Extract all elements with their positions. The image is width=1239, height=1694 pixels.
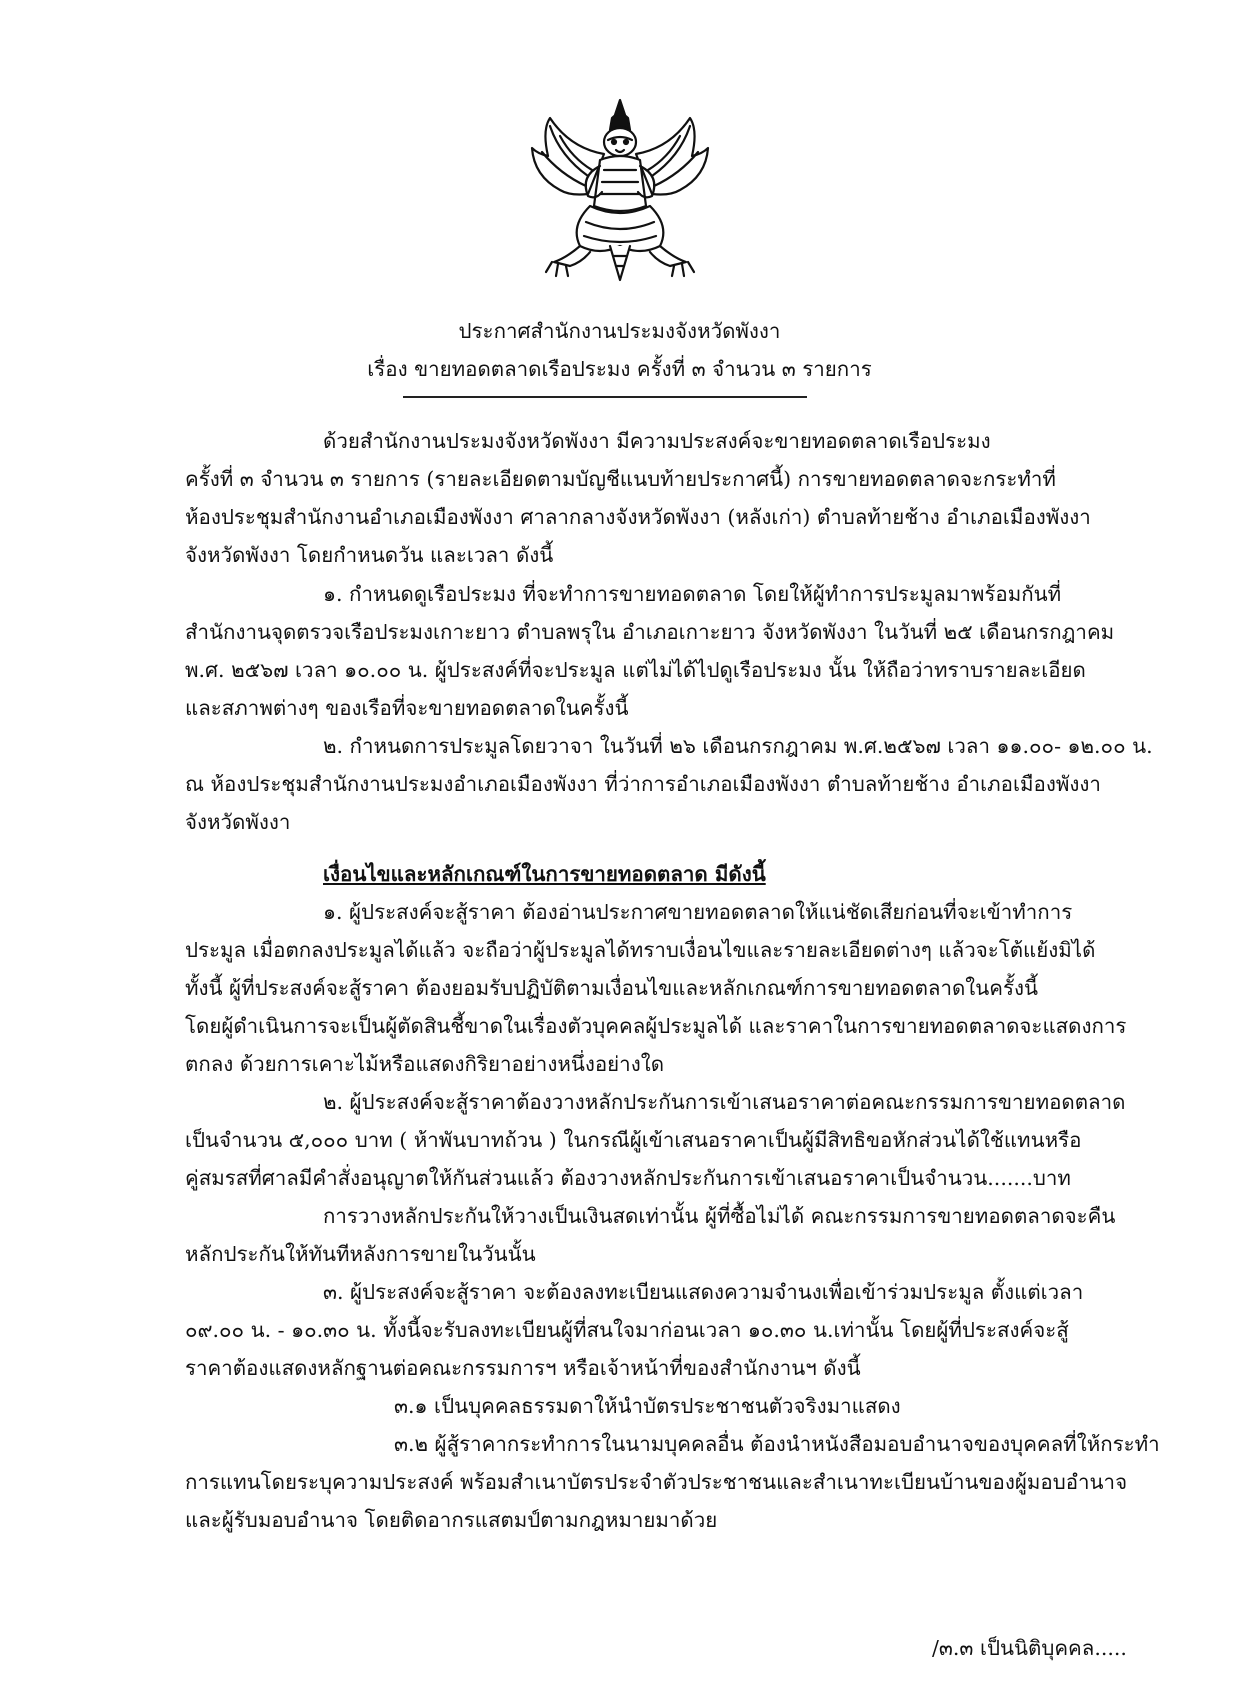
- condition2b-line: หลักประกันให้ทันทีหลังการขายในวันนั้น: [185, 1242, 536, 1266]
- garuda-emblem-icon: [530, 96, 710, 284]
- item2-line: ณ ห้องประชุมสำนักงานประมงอำเภอเมืองพังงา ที่ว่าการอำเภอเมืองพังงา ตำบลท้ายช้าง อำเภอเมืองพังงา: [185, 772, 1101, 796]
- intro-line: จังหวัดพังงา โดยกำหนดวัน และเวลา ดังนี้: [185, 543, 554, 567]
- condition3-2-line: และผู้รับมอบอำนาจ โดยติดอากรแสตมป์ตามกฎหมายมาด้วย: [185, 1508, 718, 1532]
- condition3-line: ราคาต้องแสดงหลักฐานต่อคณะกรรมการฯ หรือเจ้าหน้าที่ของสำนักงานฯ ดังนี้: [185, 1356, 861, 1380]
- condition3-line: ๐๙.๐๐ น. - ๑๐.๓๐ น. ทั้งนี้จะรับลงทะเบียนผู้ที่สนใจมาก่อนเวลา ๑๐.๓๐ น.เท่านั้น โดยผู้ที่ประสงค์จะสู้: [185, 1318, 1069, 1342]
- item1-line: และสภาพต่างๆ ของเรือที่จะขายทอดตลาดในครั้งนี้: [185, 696, 629, 720]
- page-continuation-note: /๓.๓ เป็นนิติบุคคล.....: [932, 1636, 1127, 1660]
- condition3-2-line: ๓.๒ ผู้สู้ราคากระทำการในนามบุคคลอื่น ต้องนำหนังสือมอบอำนาจของบุคคลที่ให้กระทำ: [394, 1432, 1160, 1456]
- item1-line: พ.ศ. ๒๕๖๗ เวลา ๑๐.๐๐ น. ผู้ประสงค์ที่จะประมูล แต่ไม่ได้ไปดูเรือประมง นั้น ให้ถือว่าทราบรายละเอียด: [185, 658, 1086, 682]
- intro-line: ครั้งที่ ๓ จำนวน ๓ รายการ (รายละเอียดตามบัญชีแนบท้ายประกาศนี้) การขายทอดตลาดจะกระทำที่: [185, 467, 1056, 491]
- condition3-2-line: การแทนโดยระบุความประสงค์ พร้อมสำเนาบัตรประจำตัวประชาชนและสำเนาทะเบียนบ้านของผู้มอบอำนาจ: [185, 1470, 1128, 1494]
- condition3-line: ๓. ผู้ประสงค์จะสู้ราคา จะต้องลงทะเบียนแสดงความจำนงเพื่อเข้าร่วมประมูล ตั้งแต่เวลา: [323, 1280, 1084, 1304]
- condition2-line: ๒. ผู้ประสงค์จะสู้ราคาต้องวางหลักประกันการเข้าเสนอราคาต่อคณะกรรมการขายทอดตลาด: [323, 1090, 1126, 1114]
- condition1-line: ๑. ผู้ประสงค์จะสู้ราคา ต้องอ่านประกาศขายทอดตลาดให้แน่ชัดเสียก่อนที่จะเข้าทำการ: [323, 900, 1073, 924]
- condition2b-line: การวางหลักประกันให้วางเป็นเงินสดเท่านั้น ผู้ที่ซื้อไม่ได้ คณะกรรมการขายทอดตลาดจะคืน: [323, 1204, 1116, 1228]
- item1-line: ๑. กำหนดดูเรือประมง ที่จะทำการขายทอดตลาด โดยให้ผู้ทำการประมูลมาพร้อมกันที่: [323, 582, 1062, 606]
- condition1-line: ทั้งนี้ ผู้ที่ประสงค์จะสู้ราคา ต้องยอมรับปฏิบัติตามเงื่อนไขและหลักเกณฑ์การขายทอดตลาดในครั้งนี้: [185, 976, 1039, 1000]
- intro-line: ห้องประชุมสำนักงานอำเภอเมืองพังงา ศาลากลางจังหวัดพังงา (หลังเก่า) ตำบลท้ายช้าง อำเภอเมืองพังงา: [185, 505, 1091, 529]
- condition2-line: คู่สมรสที่ศาลมีคำสั่งอนุญาตให้กันส่วนแล้ว ต้องวางหลักประกันการเข้าเสนอราคาเป็นจำนวน.......บาท: [185, 1166, 1071, 1190]
- intro-line: ด้วยสำนักงานประมงจังหวัดพังงา มีความประสงค์จะขายทอดตลาดเรือประมง: [323, 429, 991, 453]
- item2-line: จังหวัดพังงา: [185, 810, 291, 834]
- item1-line: สำนักงานจุดตรวจเรือประมงเกาะยาว ตำบลพรุใน อำเภอเกาะยาว จังหวัดพังงา ในวันที่ ๒๕ เดือนกรกฎาคม: [185, 620, 1115, 644]
- condition1-line: ตกลง ด้วยการเคาะไม้หรือแสดงกิริยาอย่างหนึ่งอย่างใด: [185, 1052, 665, 1076]
- item2-line: ๒. กำหนดการประมูลโดยวาจา ในวันที่ ๒๖ เดือนกรกฎาคม พ.ศ.๒๕๖๗ เวลา ๑๑.๐๐- ๑๒.๐๐ น.: [323, 734, 1153, 758]
- conditions-heading: เงื่อนไขและหลักเกณฑ์ในการขายทอดตลาด มีดังนี้: [323, 862, 766, 886]
- title-divider: [403, 396, 807, 398]
- condition1-line: ประมูล เมื่อตกลงประมูลได้แล้ว จะถือว่าผู้ประมูลได้ทราบเงื่อนไขและรายละเอียดต่างๆ แล้วจะโต้แย้งมิได้: [185, 938, 1096, 962]
- announcement-title: ประกาศสำนักงานประมงจังหวัดพังงา: [458, 319, 781, 343]
- announcement-subject: เรื่อง ขายทอดตลาดเรือประมง ครั้งที่ ๓ จำนวน ๓ รายการ: [367, 357, 872, 381]
- condition2-line: เป็นจำนวน ๕,๐๐๐ บาท ( ห้าพันบาทถ้วน ) ในกรณีผู้เข้าเสนอราคาเป็นผู้มีสิทธิขอหักส่วนได้ใช้แทนหรือ: [185, 1128, 1082, 1152]
- condition1-line: โดยผู้ดำเนินการจะเป็นผู้ตัดสินชี้ขาดในเรื่องตัวบุคคลผู้ประมูลได้ และราคาในการขายทอดตลาดจะแสดงการ: [185, 1014, 1127, 1038]
- condition3-1-line: ๓.๑ เป็นบุคคลธรรมดาให้นำบัตรประชาชนตัวจริงมาแสดง: [394, 1394, 901, 1418]
